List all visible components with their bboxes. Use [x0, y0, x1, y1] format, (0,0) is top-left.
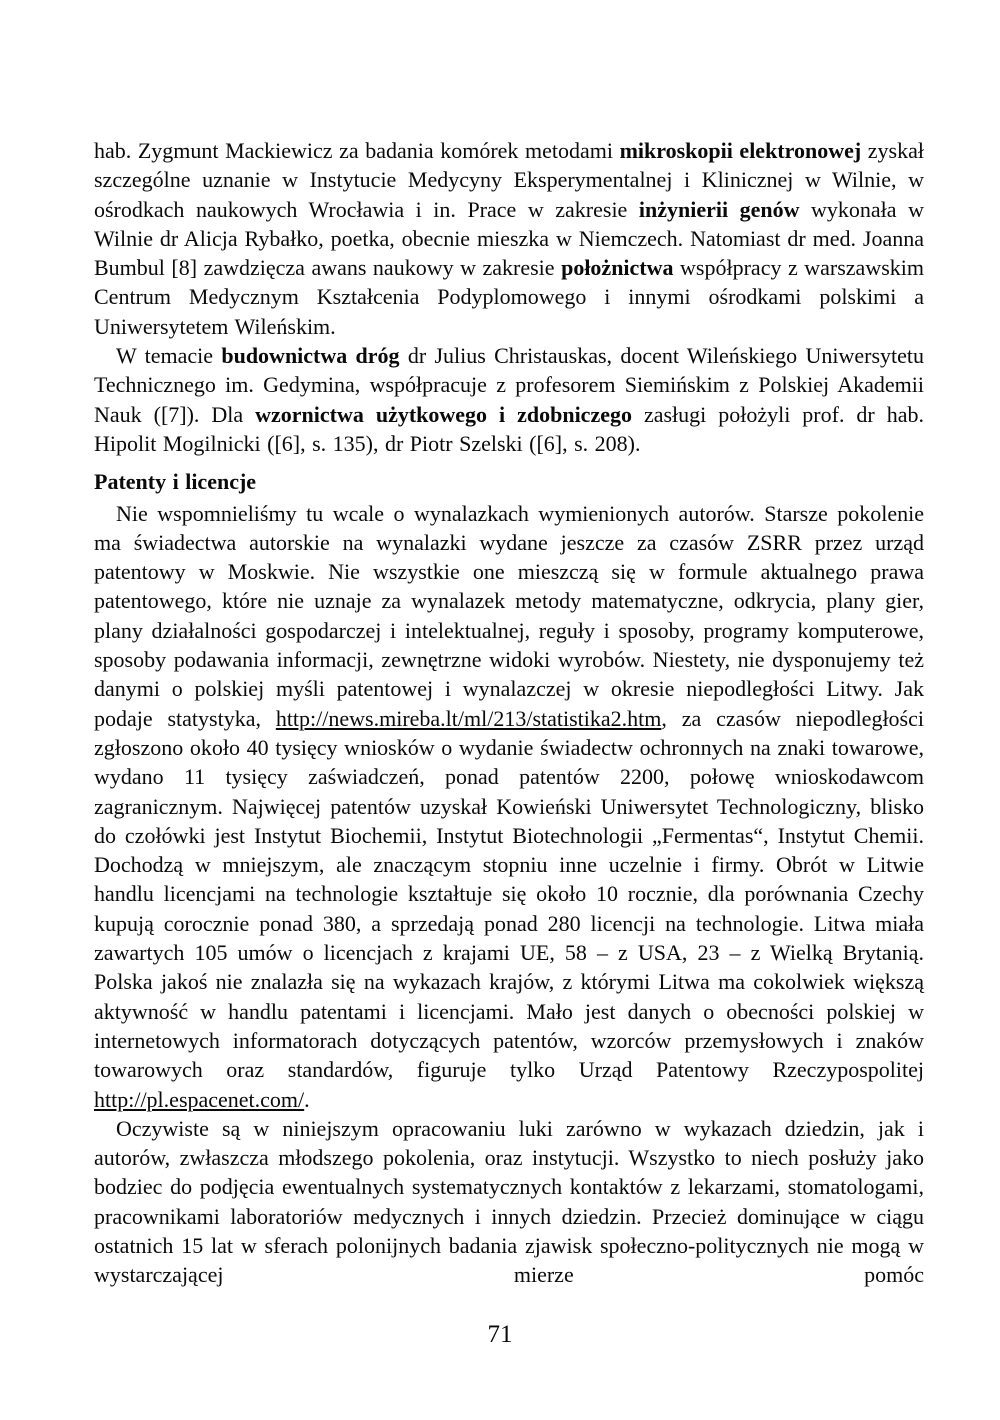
bold-term: mikroskopii elektronowej — [619, 138, 862, 163]
text-run: dr Julius Christauskas, docent Wileńskiego Uniwersytetu Technicznego im. Gedymina, współpracuje z profesorem Siemińskim z Polskiej Akademii Nauk ([7]). Dla — [94, 343, 924, 427]
text-run: wykonała w Wilnie dr Alicja Rybałko, poetka, obecnie mieszka w Niemczech. Natomiast dr med. Joanna Bumbul [8] zawdzięcza awans naukowy w zakresie — [94, 196, 924, 281]
text-run: współpracy z warszawskim Centrum Medycznym Kształcenia Podyplomowego i innymi ośrodkami polskimi a Uniwersytetem Wileńskim. — [94, 255, 924, 339]
bold-term: położnictwa — [561, 255, 674, 281]
section-heading: Patenty i licencje — [94, 469, 257, 495]
paragraph — [94, 1114, 924, 1290]
url-link[interactable]: http://news.mireba.lt/ml/213/statistika2.htm — [275, 705, 662, 731]
paragraph — [94, 341, 924, 458]
text-run: zyskał szczególne uznanie w Instytucie Medycyny Eksperymentalnej i Klinicznej w Wilnie, w ośrodkach naukowych Wrocławia i in. Prace w zakresie — [94, 138, 924, 222]
text-run: Nie wspomnieliśmy tu wcale o wynalazkach wymienionych autorów. Starsze pokolenie ma świadectwa autorskie na wynalazki wydane jeszcze za czasów ZSRR przez urząd patentowy w Moskwie. Nie wszystkie one mieszczą się w formule aktualnego prawa patentowego, które nie uznaje za wynalazek metody matematyczne, odkrycia, plany gier, plany działalności gospodarczej i intelektualnej, reguły i sposoby, programy komputerowe, sposoby podawania informacji, zewnętrzne widoki wyrobów. Niestety, nie dysponujemy też danymi o polskiej myśli patentowej i wynalazczej w okresie niepodległości Litwy. Jak podaje statystyka, — [94, 500, 924, 731]
document-body — [94, 136, 924, 1290]
page-number: 71 — [487, 1321, 513, 1348]
bold-term: budownictwa dróg — [221, 343, 400, 369]
url-link[interactable]: http://pl.espacenet.com/ — [94, 1086, 305, 1112]
text-run: zasługi położyli prof. dr hab. Hipolit Mogilnicki ([6], s. 135), dr Piotr Szelski ([6], s. 208). — [94, 401, 924, 456]
paragraph — [94, 136, 924, 341]
text-run: Oczywiste są w niniejszym opracowaniu luki zarówno w wykazach dziedzin, jak i autorów, zwłaszcza młodszego pokolenia, oraz instytucji. Wszystko to niech posłuży jako bodziec do podjęcia ewentualnych systematycznych kontaktów z lekarzami, stomatologami, pracownikami laboratoriów medycznych i innych dziedzin. Przecież dominujące w ciągu ostatnich 15 lat w sferach polonijnych badania zjawisk społeczno-politycznych nie mogą w wystarczającej mierze pomóc — [94, 1115, 924, 1288]
paragraph — [94, 499, 924, 1114]
text-run: . — [304, 1086, 310, 1112]
text-run: W temacie — [116, 343, 222, 369]
text-run: , za czasów niepodległości zgłoszono około 40 tysięcy wniosków o wydanie świadectw ochronnych na znaki towarowe, wydano 11 tysięcy zaświadczeń, ponad patentów 2200, połowę wnioskodawcom zagranicznym. Najwięcej patentów uzyskał Kowieński Uniwersytet Technologiczny, blisko do czołówki jest Instytut Biochemii, Instytut Biotechnologii „Fermentas“, Instytut Chemii. Dochodzą w mniejszym, ale znaczącym stopniu inne uczelnie i firmy. Obrót w Litwie handlu licencjami na technologie kształtuje się około 10 rocznie, dla porównania Czechy kupują corocznie ponad 380, a sprzedają ponad 280 licencji na technologie. Litwa miała zawartych 105 umów o licencjach z krajami UE, 58 – z USA, 23 – z Wielką Brytanią. Polska jakoś nie znalazła się na wykazach krajów, z którymi Litwa ma cokolwiek większą aktywność w handlu patentami i licencjami. Mało jest danych o obecności polskiej w internetowych informatorach dotyczących patentów, wzorców przemysłowych i znaków towarowych oraz standardów, figuruje tylko Urząd Patentowy Rzeczypospolitej — [94, 705, 924, 1083]
text-run: hab. Zygmunt Mackiewicz za badania komórek metodami — [94, 138, 620, 163]
bold-term: inżynierii genów — [638, 196, 800, 222]
bold-term: wzornictwa użytkowego i zdobniczego — [255, 401, 632, 427]
